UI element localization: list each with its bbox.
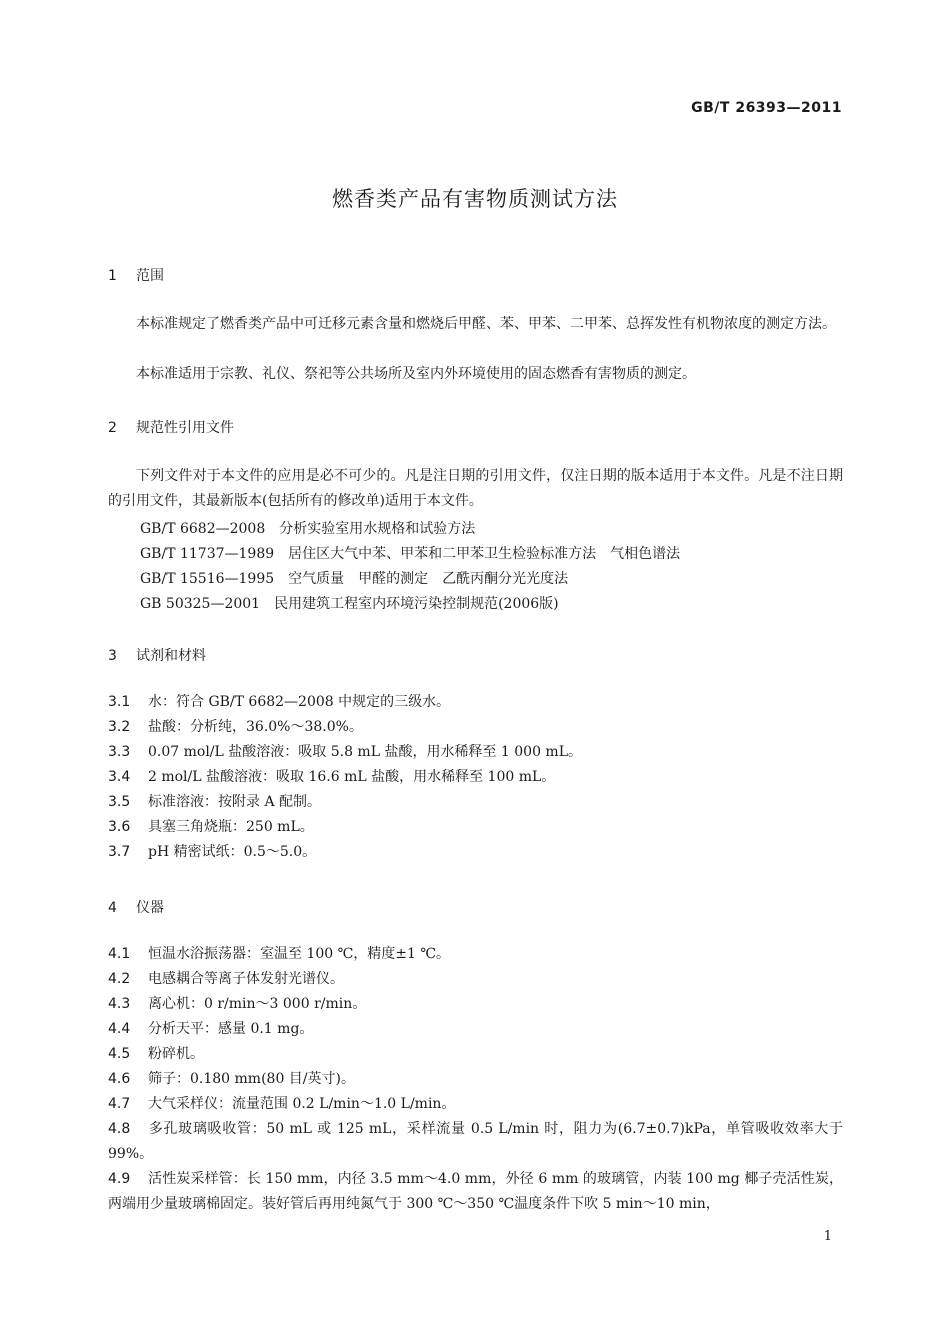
scope-paragraph: 本标准适用于宗教、礼仪、祭祀等公共场所及室内外环境使用的固态燃香有害物质的测定。	[136, 366, 696, 382]
item-text: 粉碎机。	[148, 1046, 204, 1062]
reference-item: GB/T 6682—2008 分析实验室用水规格和试验方法	[140, 521, 476, 537]
section-number: 4	[108, 900, 117, 916]
list-item	[108, 715, 363, 740]
section-title: 范围	[136, 268, 164, 284]
item-number: 3.1	[108, 694, 131, 710]
list-item	[108, 1067, 355, 1092]
reference-item: GB 50325—2001 民用建筑工程室内环境污染控制规范(2006版)	[140, 596, 559, 612]
item-number: 3.3	[108, 744, 131, 760]
list-item	[108, 1117, 843, 1167]
item-number: 4.3	[108, 996, 131, 1012]
scope-paragraph: 本标准规定了燃香类产品中可迁移元素含量和燃烧后甲醛、苯、甲苯、二甲苯、总挥发性有机物浓度的测定方法。	[136, 316, 836, 332]
item-text: 水：符合 GB/T 6682—2008 中规定的三级水。	[148, 694, 451, 710]
item-number: 3.7	[108, 844, 131, 860]
item-text: 具塞三角烧瓶：250 mL。	[148, 819, 314, 835]
list-item	[108, 790, 321, 815]
item-number: 4.7	[108, 1096, 131, 1112]
item-text: 大气采样仪：流量范围 0.2 L/min～1.0 L/min。	[148, 1096, 456, 1112]
item-number: 3.4	[108, 769, 131, 785]
list-item	[108, 1017, 313, 1042]
section-1-heading	[108, 265, 164, 285]
item-text: pH 精密试纸：0.5～5.0。	[148, 844, 317, 860]
item-number: 4.9	[108, 1171, 131, 1187]
section-title: 试剂和材料	[136, 648, 206, 664]
list-item	[108, 1042, 204, 1067]
item-number: 3.5	[108, 794, 131, 810]
section-number: 3	[108, 648, 117, 664]
list-item	[108, 740, 582, 765]
item-number: 4.6	[108, 1071, 131, 1087]
list-item	[108, 765, 555, 790]
item-text: 2 mol/L 盐酸溶液：吸取 16.6 mL 盐酸，用水稀释至 100 mL。	[148, 769, 556, 785]
list-item	[108, 840, 316, 865]
list-item	[108, 690, 450, 715]
references-intro-paragraph: 下列文件对于本文件的应用是必不可少的。凡是注日期的引用文件，仅注日期的版本适用于本文件。凡是不注日期的引用文件，其最新版本(包括所有的修改单)适用于本文件。	[108, 468, 843, 509]
standard-number: GB/T 26393—2011	[691, 100, 842, 116]
item-number: 4.8	[108, 1121, 131, 1137]
item-number: 4.4	[108, 1021, 131, 1037]
item-text: 盐酸：分析纯，36.0%～38.0%。	[148, 719, 363, 735]
list-item	[108, 1092, 455, 1117]
list-item	[108, 992, 366, 1017]
item-number: 4.5	[108, 1046, 131, 1062]
item-text: 分析天平：感量 0.1 mg。	[148, 1021, 314, 1037]
item-number: 3.2	[108, 719, 131, 735]
item-text: 标准溶液：按附录 A 配制。	[148, 794, 322, 810]
section-title: 规范性引用文件	[136, 420, 234, 436]
section-number: 2	[108, 420, 117, 436]
item-text: 离心机：0 r/min～3 000 r/min。	[148, 996, 367, 1012]
list-item	[108, 1167, 843, 1217]
item-number: 4.1	[108, 946, 131, 962]
item-text: 恒温水浴振荡器：室温至 100 ℃，精度±1 ℃。	[148, 946, 451, 962]
list-item	[108, 942, 450, 967]
item-text: 电感耦合等离子体发射光谱仪。	[148, 971, 344, 987]
item-text: 0.07 mol/L 盐酸溶液：吸取 5.8 mL 盐酸，用水稀释至 1 000 mL。	[148, 744, 583, 760]
section-3-heading	[108, 645, 206, 665]
section-number: 1	[108, 268, 117, 284]
item-number: 4.2	[108, 971, 131, 987]
document-title: 燃香类产品有害物质测试方法	[332, 187, 618, 211]
reference-item: GB/T 15516—1995 空气质量 甲醛的测定 乙酰丙酮分光光度法	[140, 571, 569, 587]
item-number: 3.6	[108, 819, 131, 835]
item-text: 多孔玻璃吸收管：50 mL 或 125 mL，采样流量 0.5 L/min 时，阻力为(6.7±0.7)kPa，单管吸收效率大于 99%。	[108, 1121, 843, 1162]
item-text: 活性炭采样管：长 150 mm，内径 3.5 mm～4.0 mm，外径 6 mm 的玻璃管，内装 100 mg 椰子壳活性炭，两端用少量玻璃棉固定。装好管后再用纯氮气于 300 ℃～350 ℃温度条件下吹 5 min～10 min，	[108, 1171, 843, 1212]
section-title: 仪器	[136, 900, 164, 916]
list-item	[108, 967, 344, 992]
section-4-heading	[108, 897, 164, 917]
section-2-heading	[108, 417, 234, 437]
item-text: 筛子：0.180 mm(80 目/英寸)。	[148, 1071, 355, 1087]
reference-item: GB/T 11737—1989 居住区大气中苯、甲苯和二甲苯卫生检验标准方法 气相色谱法	[140, 546, 681, 562]
page-number: 1	[823, 1229, 832, 1244]
list-item	[108, 815, 314, 840]
